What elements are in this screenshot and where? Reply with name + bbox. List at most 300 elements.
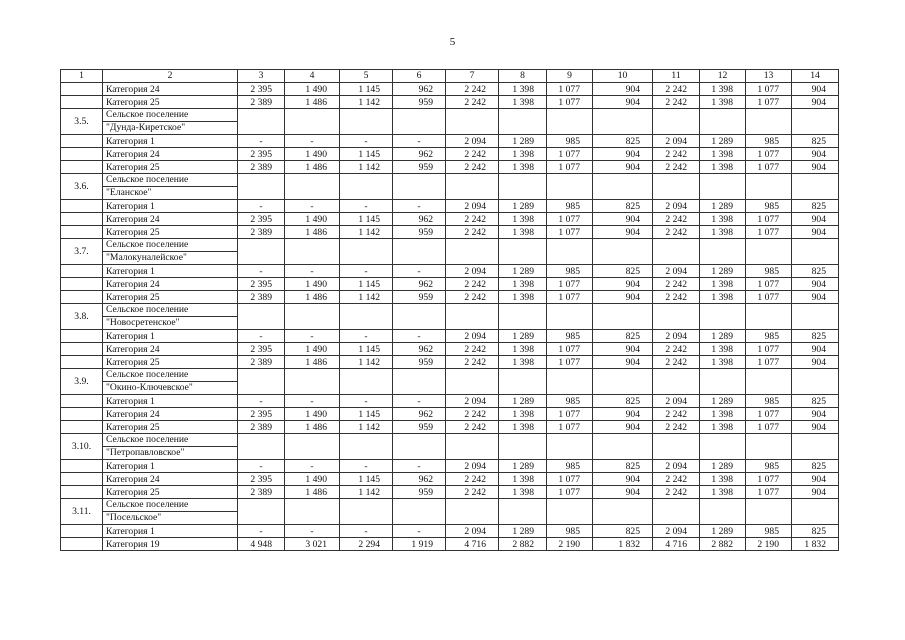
value-cell: 1 145 [340, 473, 393, 486]
value-cell: 1 289 [700, 460, 746, 473]
empty-cell [700, 174, 746, 200]
value-cell: 2 094 [446, 525, 499, 538]
value-cell: 904 [593, 213, 653, 226]
empty-cell [393, 239, 446, 265]
value-cell: 985 [746, 135, 792, 148]
empty-cell [792, 434, 839, 460]
value-cell: 1 490 [285, 408, 340, 421]
header-cell-3: 3 [238, 70, 285, 83]
empty-cell [285, 109, 340, 135]
value-cell: 959 [393, 291, 446, 304]
category-name: Категория 1 [103, 135, 238, 148]
empty-cell [393, 109, 446, 135]
value-cell: 2 242 [446, 486, 499, 499]
value-cell: 825 [593, 460, 653, 473]
value-cell: 1 077 [547, 148, 593, 161]
value-cell: 2 242 [446, 356, 499, 369]
empty-cell [393, 369, 446, 395]
empty-cell [593, 499, 653, 525]
table-row [61, 538, 839, 551]
settlement-row [61, 499, 839, 512]
value-cell: - [238, 330, 285, 343]
value-cell: 1 142 [340, 486, 393, 499]
empty-cell [792, 304, 839, 330]
value-cell: 2 395 [238, 278, 285, 291]
value-cell: 1 289 [499, 265, 547, 278]
value-cell: 1 398 [700, 213, 746, 226]
value-cell: 1 289 [700, 330, 746, 343]
value-cell: 1 077 [746, 96, 792, 109]
value-cell: - [340, 330, 393, 343]
value-cell: 2 242 [446, 213, 499, 226]
settlement-row [61, 434, 839, 447]
empty-cell [746, 499, 792, 525]
empty-cell [593, 304, 653, 330]
row-code-cell [61, 421, 103, 434]
table-row [61, 213, 839, 226]
value-cell: 2 242 [653, 83, 700, 96]
empty-cell [653, 304, 700, 330]
value-cell: 1 486 [285, 161, 340, 174]
value-cell: 825 [792, 265, 839, 278]
value-cell: 1 398 [700, 226, 746, 239]
value-cell: 985 [746, 460, 792, 473]
value-cell: 1 398 [700, 291, 746, 304]
value-cell: 1 142 [340, 226, 393, 239]
value-cell: 2 395 [238, 408, 285, 421]
value-cell: 1 486 [285, 486, 340, 499]
empty-cell [285, 239, 340, 265]
value-cell: 1 398 [700, 356, 746, 369]
value-cell: 904 [593, 148, 653, 161]
value-cell: 1 142 [340, 356, 393, 369]
row-code-cell [61, 395, 103, 408]
empty-cell [792, 239, 839, 265]
row-code-cell [61, 460, 103, 473]
value-cell: 825 [792, 395, 839, 408]
empty-cell [746, 304, 792, 330]
row-code-cell [61, 538, 103, 551]
table-row [61, 83, 839, 96]
value-cell: 2 389 [238, 421, 285, 434]
value-cell: - [285, 200, 340, 213]
empty-cell [499, 304, 547, 330]
category-name: Категория 25 [103, 161, 238, 174]
settlement-name-line-1: Сельское поселение [103, 174, 238, 187]
row-code-cell [61, 356, 103, 369]
value-cell: 1 289 [700, 525, 746, 538]
value-cell: 1 145 [340, 343, 393, 356]
value-cell: 2 242 [653, 356, 700, 369]
value-cell: 1 486 [285, 421, 340, 434]
row-code-cell [61, 265, 103, 278]
value-cell: 1 398 [700, 83, 746, 96]
empty-cell [340, 304, 393, 330]
settlement-row [61, 369, 839, 382]
empty-cell [499, 174, 547, 200]
value-cell: 2 389 [238, 356, 285, 369]
value-cell: 1 142 [340, 161, 393, 174]
value-cell: 985 [547, 525, 593, 538]
value-cell: - [393, 200, 446, 213]
header-cell-10: 10 [593, 70, 653, 83]
value-cell: 2 190 [547, 538, 593, 551]
empty-cell [446, 109, 499, 135]
empty-cell [285, 499, 340, 525]
value-cell: 2 094 [653, 330, 700, 343]
empty-cell [446, 369, 499, 395]
table-row [61, 330, 839, 343]
value-cell: 2 242 [446, 148, 499, 161]
value-cell: 1 486 [285, 96, 340, 109]
row-code-cell [61, 525, 103, 538]
value-cell: 1 832 [792, 538, 839, 551]
settlement-code: 3.5. [61, 109, 103, 135]
value-cell: 962 [393, 278, 446, 291]
empty-cell [593, 239, 653, 265]
empty-cell [238, 174, 285, 200]
value-cell: 1 077 [547, 421, 593, 434]
empty-cell [238, 499, 285, 525]
settlement-name-line-1: Сельское поселение [103, 239, 238, 252]
category-name: Категория 24 [103, 83, 238, 96]
value-cell: 1 289 [499, 460, 547, 473]
value-cell: 1 077 [547, 161, 593, 174]
category-name: Категория 24 [103, 278, 238, 291]
value-cell: 904 [593, 421, 653, 434]
row-code-cell [61, 330, 103, 343]
value-cell: 904 [593, 161, 653, 174]
value-cell: 2 242 [653, 291, 700, 304]
value-cell: 2 094 [653, 265, 700, 278]
row-code-cell [61, 408, 103, 421]
value-cell: 2 882 [700, 538, 746, 551]
empty-cell [446, 499, 499, 525]
settlement-code: 3.11. [61, 499, 103, 525]
empty-cell [340, 369, 393, 395]
value-cell: 904 [593, 356, 653, 369]
table-row [61, 356, 839, 369]
table-row [61, 148, 839, 161]
value-cell: - [340, 200, 393, 213]
empty-cell [238, 434, 285, 460]
value-cell: 825 [593, 200, 653, 213]
empty-cell [547, 369, 593, 395]
value-cell: 904 [593, 83, 653, 96]
value-cell: 904 [792, 421, 839, 434]
empty-cell [746, 434, 792, 460]
value-cell: 959 [393, 161, 446, 174]
value-cell: - [285, 265, 340, 278]
value-cell: 1 289 [700, 265, 746, 278]
tariff-table-container [60, 69, 838, 551]
empty-cell [393, 499, 446, 525]
value-cell: - [393, 135, 446, 148]
value-cell: 904 [593, 473, 653, 486]
value-cell: 904 [792, 226, 839, 239]
value-cell: 1 486 [285, 226, 340, 239]
value-cell: - [238, 265, 285, 278]
value-cell: - [238, 395, 285, 408]
settlement-code: 3.8. [61, 304, 103, 330]
value-cell: 959 [393, 421, 446, 434]
category-name: Категория 1 [103, 265, 238, 278]
empty-cell [340, 109, 393, 135]
value-cell: 1 077 [746, 278, 792, 291]
settlement-name-line-1: Сельское поселение [103, 434, 238, 447]
header-cell-9: 9 [547, 70, 593, 83]
value-cell: 2 389 [238, 96, 285, 109]
header-cell-1: 1 [61, 70, 103, 83]
value-cell: 904 [792, 356, 839, 369]
value-cell: 1 398 [499, 343, 547, 356]
value-cell: 1 145 [340, 278, 393, 291]
row-code-cell [61, 278, 103, 291]
value-cell: - [340, 460, 393, 473]
value-cell: 2 242 [653, 96, 700, 109]
row-code-cell [61, 291, 103, 304]
value-cell: 1 142 [340, 96, 393, 109]
value-cell: 2 242 [653, 226, 700, 239]
empty-cell [499, 109, 547, 135]
empty-cell [393, 174, 446, 200]
value-cell: - [393, 395, 446, 408]
empty-cell [746, 109, 792, 135]
value-cell: 1 398 [700, 408, 746, 421]
value-cell: 1 490 [285, 473, 340, 486]
value-cell: 2 395 [238, 213, 285, 226]
value-cell: 2 242 [653, 278, 700, 291]
table-row [61, 395, 839, 408]
value-cell: 1 077 [547, 278, 593, 291]
value-cell: 2 389 [238, 291, 285, 304]
table-row [61, 525, 839, 538]
settlement-code: 3.9. [61, 369, 103, 395]
settlement-row [61, 174, 839, 187]
value-cell: 825 [593, 330, 653, 343]
table-row [61, 473, 839, 486]
value-cell: 1 142 [340, 421, 393, 434]
header-row [61, 70, 839, 83]
empty-cell [547, 109, 593, 135]
value-cell: - [238, 200, 285, 213]
value-cell: 825 [792, 330, 839, 343]
value-cell: 2 242 [446, 408, 499, 421]
value-cell: 2 242 [653, 148, 700, 161]
value-cell: - [340, 525, 393, 538]
value-cell: 2 094 [653, 395, 700, 408]
value-cell: - [393, 265, 446, 278]
empty-cell [653, 239, 700, 265]
table-row [61, 421, 839, 434]
empty-cell [238, 239, 285, 265]
empty-cell [792, 174, 839, 200]
value-cell: 2 242 [446, 226, 499, 239]
category-name: Категория 25 [103, 291, 238, 304]
table-row [61, 408, 839, 421]
value-cell: 2 395 [238, 148, 285, 161]
empty-cell [792, 369, 839, 395]
empty-cell [446, 304, 499, 330]
page-number: 5 [449, 36, 456, 48]
empty-cell [393, 434, 446, 460]
value-cell: 1 145 [340, 408, 393, 421]
empty-cell [446, 434, 499, 460]
table-row [61, 161, 839, 174]
value-cell: 1 145 [340, 83, 393, 96]
empty-cell [340, 434, 393, 460]
empty-cell [746, 174, 792, 200]
value-cell: 2 395 [238, 343, 285, 356]
empty-cell [499, 434, 547, 460]
value-cell: 904 [593, 96, 653, 109]
value-cell: 1 398 [499, 421, 547, 434]
value-cell: 2 242 [446, 473, 499, 486]
value-cell: 2 242 [653, 473, 700, 486]
empty-cell [746, 369, 792, 395]
tariff-table [60, 69, 839, 551]
value-cell: 904 [792, 148, 839, 161]
header-cell-6: 6 [393, 70, 446, 83]
category-name: Категория 19 [103, 538, 238, 551]
value-cell: 1 398 [700, 486, 746, 499]
value-cell: 2 242 [446, 278, 499, 291]
table-row [61, 486, 839, 499]
row-code-cell [61, 213, 103, 226]
settlement-name-line-1: Сельское поселение [103, 369, 238, 382]
value-cell: - [340, 395, 393, 408]
category-name: Категория 25 [103, 356, 238, 369]
empty-cell [238, 109, 285, 135]
category-name: Категория 1 [103, 525, 238, 538]
empty-cell [746, 239, 792, 265]
empty-cell [700, 239, 746, 265]
empty-cell [700, 499, 746, 525]
value-cell: 2 882 [499, 538, 547, 551]
value-cell: 959 [393, 356, 446, 369]
value-cell: 1 490 [285, 213, 340, 226]
settlement-name-line-2: "Дунда-Киретское" [103, 122, 238, 135]
value-cell: 985 [746, 395, 792, 408]
value-cell: 1 142 [340, 291, 393, 304]
settlement-name-line-2: "Новосретенское" [103, 317, 238, 330]
category-name: Категория 24 [103, 148, 238, 161]
value-cell: 1 398 [499, 161, 547, 174]
settlement-code: 3.10. [61, 434, 103, 460]
value-cell: 1 486 [285, 291, 340, 304]
value-cell: - [285, 460, 340, 473]
category-name: Категория 25 [103, 421, 238, 434]
value-cell: 1 077 [746, 356, 792, 369]
value-cell: 904 [792, 161, 839, 174]
category-name: Категория 24 [103, 473, 238, 486]
value-cell: 1 077 [746, 148, 792, 161]
value-cell: 1 077 [746, 343, 792, 356]
value-cell: 2 242 [653, 213, 700, 226]
value-cell: 985 [746, 525, 792, 538]
value-cell: 1 077 [547, 226, 593, 239]
value-cell: 2 094 [653, 525, 700, 538]
value-cell: 1 077 [746, 473, 792, 486]
value-cell: 825 [792, 135, 839, 148]
value-cell: 1 398 [700, 278, 746, 291]
value-cell: 4 716 [653, 538, 700, 551]
settlement-name-line-1: Сельское поселение [103, 499, 238, 512]
empty-cell [593, 434, 653, 460]
value-cell: 2 242 [446, 343, 499, 356]
value-cell: 1 490 [285, 83, 340, 96]
settlement-row [61, 304, 839, 317]
header-cell-2: 2 [103, 70, 238, 83]
value-cell: 1 289 [499, 135, 547, 148]
value-cell: 985 [547, 395, 593, 408]
settlement-name-line-2: "Окино-Ключевское" [103, 382, 238, 395]
value-cell: 2 242 [446, 161, 499, 174]
value-cell: 1 289 [700, 395, 746, 408]
value-cell: 2 242 [653, 486, 700, 499]
value-cell: 904 [593, 291, 653, 304]
value-cell: 1 490 [285, 148, 340, 161]
value-cell: 2 294 [340, 538, 393, 551]
value-cell: 2 395 [238, 83, 285, 96]
category-name: Категория 25 [103, 226, 238, 239]
value-cell: - [340, 265, 393, 278]
value-cell: 1 398 [499, 486, 547, 499]
value-cell: 904 [792, 291, 839, 304]
empty-cell [446, 239, 499, 265]
category-name: Категория 1 [103, 395, 238, 408]
empty-cell [547, 174, 593, 200]
value-cell: 1 077 [746, 421, 792, 434]
table-row [61, 291, 839, 304]
value-cell: 1 077 [547, 356, 593, 369]
value-cell: 962 [393, 148, 446, 161]
category-name: Категория 24 [103, 408, 238, 421]
value-cell: 1 077 [746, 226, 792, 239]
value-cell: 2 094 [653, 135, 700, 148]
value-cell: 1 077 [746, 486, 792, 499]
empty-cell [238, 304, 285, 330]
settlement-row [61, 239, 839, 252]
empty-cell [340, 174, 393, 200]
value-cell: 904 [792, 96, 839, 109]
value-cell: 904 [593, 408, 653, 421]
value-cell: 1 289 [700, 200, 746, 213]
settlement-name-line-2: "Еланское" [103, 187, 238, 200]
table-row [61, 278, 839, 291]
empty-cell [285, 434, 340, 460]
value-cell: 1 398 [700, 161, 746, 174]
value-cell: 985 [547, 265, 593, 278]
value-cell: 2 389 [238, 161, 285, 174]
settlement-name-line-2: "Петропавловское" [103, 447, 238, 460]
value-cell: 2 395 [238, 473, 285, 486]
value-cell: 1 398 [499, 473, 547, 486]
empty-cell [285, 304, 340, 330]
category-name: Категория 24 [103, 213, 238, 226]
value-cell: 959 [393, 486, 446, 499]
settlement-name-line-2: "Малокуналейское" [103, 252, 238, 265]
value-cell: 1 398 [700, 96, 746, 109]
table-row [61, 343, 839, 356]
empty-cell [446, 174, 499, 200]
value-cell: 2 094 [653, 200, 700, 213]
value-cell: - [393, 525, 446, 538]
value-cell: 1 289 [700, 135, 746, 148]
value-cell: 825 [792, 460, 839, 473]
empty-cell [593, 174, 653, 200]
value-cell: 985 [547, 460, 593, 473]
